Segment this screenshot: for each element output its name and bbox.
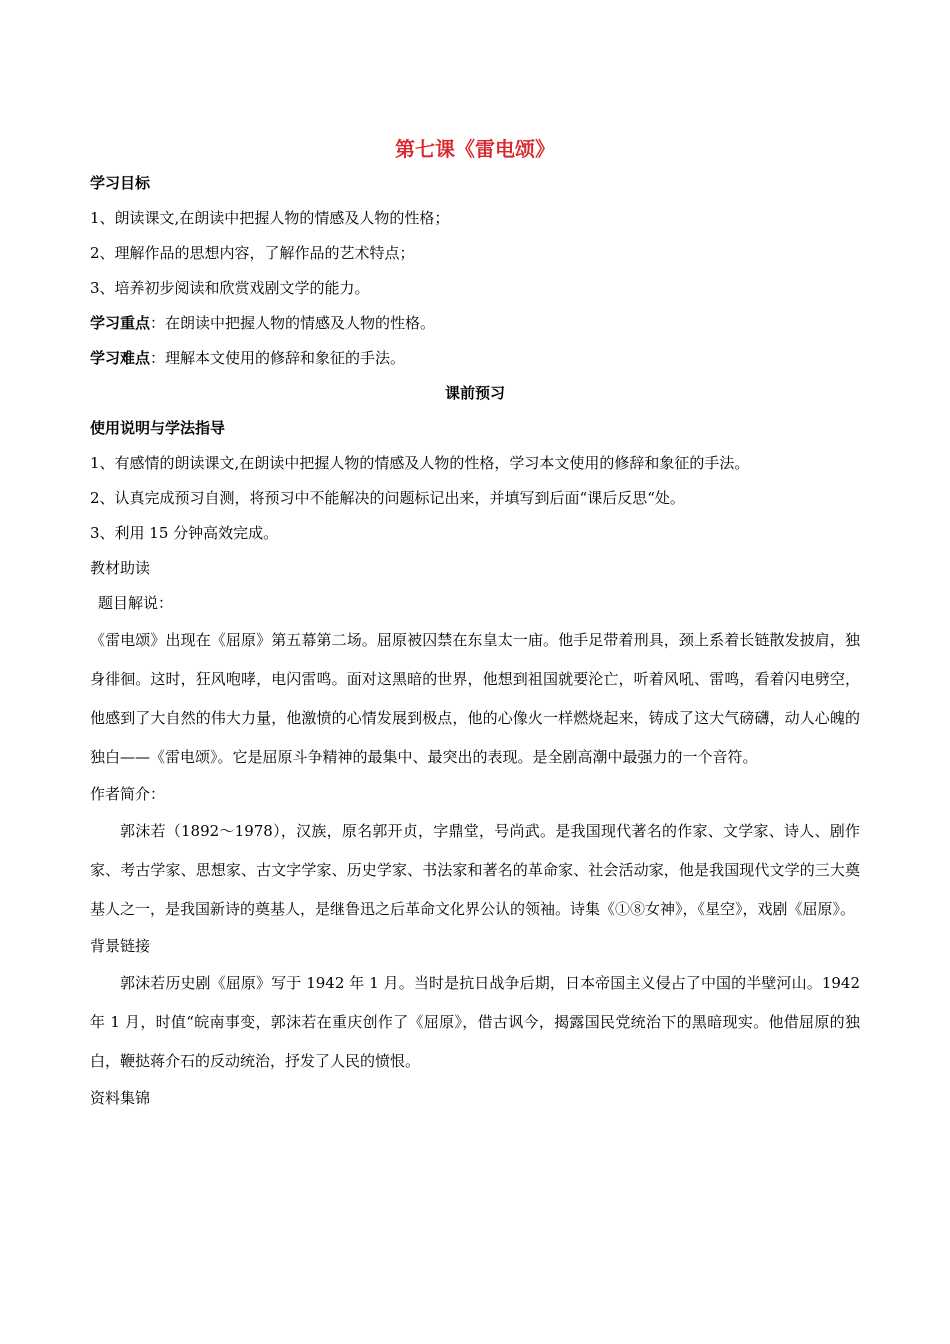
difficulty-label: 学习难点 [90, 349, 151, 367]
author-heading: 作者简介： [90, 785, 166, 803]
objective-item: 1、朗读课文,在朗读中把握人物的情感及人物的性格； [90, 209, 450, 227]
document-content [90, 134, 860, 1116]
objectives-heading: 学习目标 [90, 174, 151, 192]
title-explanation-heading: 题目解说： [98, 594, 174, 612]
preview-heading: 课前预习 [444, 384, 505, 402]
difficulty-text: ：理解本文使用的修辞和象征的手法。 [150, 349, 406, 367]
textbook-reading-heading: 教材助读 [90, 559, 151, 577]
difficulty [90, 341, 860, 376]
key-point [90, 306, 860, 341]
objective-item: 2、理解作品的思想内容，了解作品的艺术特点； [90, 244, 415, 262]
title-explanation-text: 《雷电颂》出现在《屈原》第五幕第二场。屈原被囚禁在东皇太一庙。他手足带着刑具，颈上系着长链散发披肩，独身徘徊。这时，狂风咆哮，电闪雷鸣。面对这黑暗的世界，他想到祖国就要沦亡，听着风吼、雷鸣，看着闪电劈空，他感到了大自然的伟大力量，他激愤的心情发展到极点，他的心像火一样燃烧起来，铸成了这大气磅礴，动人心魄的独白——《雷电颂》。它是屈原斗争精神的最集中、最突出的表现。是全剧高潮中最强力的一个音符。 [90, 631, 860, 766]
instruction-item: 1、有感情的朗读课文,在朗读中把握人物的情感及人物的性格，学习本文使用的修辞和象征的手法。 [90, 454, 750, 472]
objective-item: 3、培养初步阅读和欣赏戏剧文学的能力。 [90, 279, 370, 297]
author-text: 郭沫若（1892～1978），汉族，原名郭开贞，字鼎堂，号尚武。是我国现代著名的作家、文学家、诗人、剧作家、考古学家、思想家、古文字学家、历史学家、书法家和著名的革命家、社会活动家，他是我国现代文学的三大奠基人之一，是我国新诗的奠基人，是继鲁迅之后革命文化界公认的领袖。诗集《①⑧女神》，《星空》，戏剧《屈原》。 [90, 822, 860, 918]
key-point-text: ：在朗读中把握人物的情感及人物的性格。 [150, 314, 436, 332]
materials-heading: 资料集锦 [90, 1089, 151, 1107]
lesson-title: 第七课《雷电颂》 [395, 137, 555, 161]
key-point-label: 学习重点 [90, 314, 151, 332]
instruction-item: 3、利用 15 分钟高效完成。 [90, 524, 279, 542]
instructions-heading: 使用说明与学法指导 [90, 419, 226, 437]
instruction-item: 2、认真完成预习自测，将预习中不能解决的问题标记出来，并填写到后面“课后反思“处。 [90, 489, 685, 507]
background-heading: 背景链接 [90, 937, 151, 955]
background-text: 郭沫若历史剧《屈原》写于 1942 年 1 月。当时是抗日战争后期，日本帝国主义侵占了中国的半壁河山。1942 年 1 月，时值“皖南事变，郭沫若在重庆创作了《屈原》，借古讽今，揭露国民党统治下的黑暗现实。他借屈原的独白，鞭挞蒋介石的反动统治，抒发了人民的愤恨。 [90, 974, 860, 1070]
